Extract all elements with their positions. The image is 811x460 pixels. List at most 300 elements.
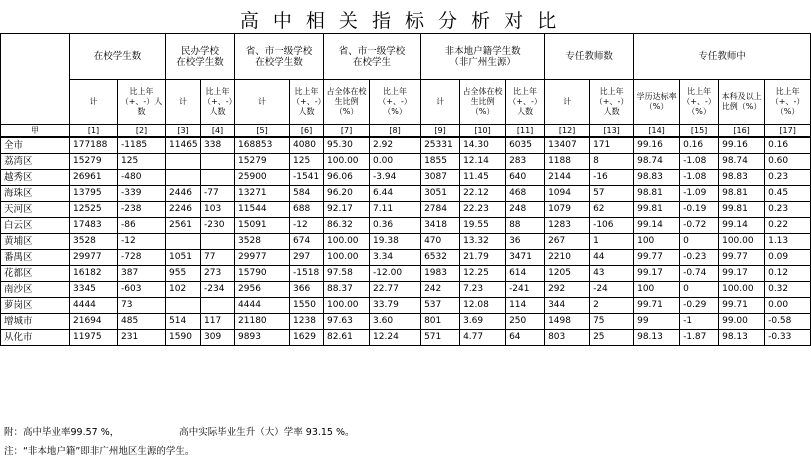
data-cell: 100.00 — [324, 154, 370, 170]
data-cell: -728 — [118, 250, 166, 266]
data-cell: 98.13 — [719, 330, 765, 346]
data-cell: -1185 — [118, 137, 166, 154]
data-cell: 11.45 — [460, 170, 506, 186]
data-cell: 13795 — [70, 186, 118, 202]
data-cell: 99.16 — [634, 137, 680, 154]
data-cell: 231 — [118, 330, 166, 346]
data-cell: 88.37 — [324, 282, 370, 298]
data-cell: 273 — [201, 266, 235, 282]
data-cell: 0.22 — [765, 218, 811, 234]
data-cell: 250 — [506, 314, 545, 330]
page-title: 高 中 相 关 指 标 分 析 对 比 — [239, 10, 561, 32]
data-cell: 0.12 — [765, 266, 811, 282]
data-cell: 102 — [166, 282, 201, 298]
data-cell: -1.87 — [680, 330, 719, 346]
data-cell: 98.13 — [634, 330, 680, 346]
data-cell: 44 — [590, 250, 634, 266]
data-cell: 2144 — [545, 170, 590, 186]
data-cell: 15279 — [235, 154, 290, 170]
data-cell: 7.11 — [370, 202, 421, 218]
graduation-rate-note: 附：高中毕业率99.57 %， — [4, 427, 120, 438]
data-cell: 75 — [590, 314, 634, 330]
data-cell: -241 — [506, 282, 545, 298]
data-cell: 11544 — [235, 202, 290, 218]
data-cell: 2246 — [166, 202, 201, 218]
data-cell: 99.00 — [719, 314, 765, 330]
column-subheader: 计 — [70, 80, 118, 125]
column-subheader: 计 — [545, 80, 590, 125]
data-cell: 3051 — [421, 186, 460, 202]
footnote-rates — [4, 424, 355, 438]
data-cell: 21694 — [70, 314, 118, 330]
region-name: 海珠区 — [1, 186, 70, 202]
data-cell: 29977 — [70, 250, 118, 266]
region-name: 荔湾区 — [1, 154, 70, 170]
data-cell: 1079 — [545, 202, 590, 218]
data-cell: 3.60 — [370, 314, 421, 330]
data-cell: 955 — [166, 266, 201, 282]
region-name: 天河区 — [1, 202, 70, 218]
data-cell: 3345 — [70, 282, 118, 298]
data-cell: 248 — [506, 202, 545, 218]
table-row — [1, 234, 811, 250]
data-cell: -480 — [118, 170, 166, 186]
region-name: 增城市 — [1, 314, 70, 330]
data-cell: -0.19 — [680, 202, 719, 218]
data-cell: 97.63 — [324, 314, 370, 330]
region-name: 黄埔区 — [1, 234, 70, 250]
data-cell: 674 — [290, 234, 324, 250]
data-cell: 17483 — [70, 218, 118, 234]
region-name: 越秀区 — [1, 170, 70, 186]
data-cell: 292 — [545, 282, 590, 298]
data-cell: 688 — [290, 202, 324, 218]
data-cell: -77 — [201, 186, 235, 202]
table-row — [1, 282, 811, 298]
data-cell: 1983 — [421, 266, 460, 282]
data-cell: -0.33 — [765, 330, 811, 346]
admission-rate-note: 高中实际毕业生升（大）学率 93.15 %。 — [179, 427, 355, 438]
data-cell: 1550 — [290, 298, 324, 314]
data-cell: 2446 — [166, 186, 201, 202]
region-name: 花都区 — [1, 266, 70, 282]
data-cell: 283 — [506, 154, 545, 170]
group-header: 省、市一级学校 在校学生 — [324, 34, 421, 80]
data-cell — [201, 234, 235, 250]
data-cell: -339 — [118, 186, 166, 202]
data-cell: 6035 — [506, 137, 545, 154]
data-cell: 366 — [290, 282, 324, 298]
column-number: [4] — [201, 125, 235, 138]
data-cell: 99 — [634, 314, 680, 330]
data-cell: 485 — [118, 314, 166, 330]
data-cell: -0.72 — [680, 218, 719, 234]
data-cell: 4.77 — [460, 330, 506, 346]
data-cell: 98.81 — [634, 186, 680, 202]
data-cell: 99.81 — [719, 202, 765, 218]
data-cell: -106 — [590, 218, 634, 234]
data-cell: 0.23 — [765, 202, 811, 218]
column-subheader: 比上年（+、-）人数 — [118, 80, 166, 125]
data-cell: 0.45 — [765, 186, 811, 202]
data-cell: 242 — [421, 282, 460, 298]
data-cell: 6.44 — [370, 186, 421, 202]
column-subheader: 占全体在校生比例（%） — [460, 80, 506, 125]
footnote-definition: 注：“非本地户籍”即非广州地区生源的学生。 — [4, 446, 195, 457]
column-number: [7] — [324, 125, 370, 138]
region-name: 白云区 — [1, 218, 70, 234]
data-cell: 12525 — [70, 202, 118, 218]
data-cell: 3.34 — [370, 250, 421, 266]
data-cell: 1283 — [545, 218, 590, 234]
data-cell — [166, 154, 201, 170]
data-cell: 77 — [201, 250, 235, 266]
column-subheader: 计 — [235, 80, 290, 125]
data-cell: 1188 — [545, 154, 590, 170]
data-cell: -1541 — [290, 170, 324, 186]
data-cell: 801 — [421, 314, 460, 330]
data-cell: 12.14 — [460, 154, 506, 170]
data-cell: 2.92 — [370, 137, 421, 154]
data-cell: -0.23 — [680, 250, 719, 266]
data-cell: 100.00 — [324, 298, 370, 314]
data-cell: 1498 — [545, 314, 590, 330]
data-cell: 99.16 — [719, 137, 765, 154]
data-cell: 88 — [506, 218, 545, 234]
data-cell: -0.29 — [680, 298, 719, 314]
data-cell: 15790 — [235, 266, 290, 282]
group-header: 在校学生数 — [70, 34, 166, 80]
data-cell: 3528 — [70, 234, 118, 250]
column-index-row — [1, 125, 811, 138]
column-number: [3] — [166, 125, 201, 138]
region-name: 番禺区 — [1, 250, 70, 266]
table-row — [1, 314, 811, 330]
data-cell — [166, 234, 201, 250]
sub-header-row — [1, 80, 811, 125]
data-cell: 4444 — [70, 298, 118, 314]
data-cell: 100 — [634, 234, 680, 250]
data-cell: 22.23 — [460, 202, 506, 218]
data-cell: 387 — [118, 266, 166, 282]
data-cell: 571 — [421, 330, 460, 346]
data-cell: 98.74 — [634, 154, 680, 170]
data-cell: 62 — [590, 202, 634, 218]
data-cell: 100.00 — [719, 234, 765, 250]
data-cell: 97.58 — [324, 266, 370, 282]
data-cell: 640 — [506, 170, 545, 186]
data-cell: 4080 — [290, 137, 324, 154]
data-cell: -12 — [118, 234, 166, 250]
table-row — [1, 330, 811, 346]
data-cell: 3.69 — [460, 314, 506, 330]
data-cell: 103 — [201, 202, 235, 218]
data-cell: 99.14 — [719, 218, 765, 234]
data-cell: 1238 — [290, 314, 324, 330]
data-cell: 100 — [634, 282, 680, 298]
data-cell — [201, 170, 235, 186]
data-cell: 0.23 — [765, 170, 811, 186]
data-cell: 13.32 — [460, 234, 506, 250]
data-cell: 9893 — [235, 330, 290, 346]
data-cell: 15091 — [235, 218, 290, 234]
data-cell: 99.71 — [634, 298, 680, 314]
column-number: [6] — [290, 125, 324, 138]
column-subheader: 比上年（+、-）人数 — [506, 80, 545, 125]
data-cell: 98.74 — [719, 154, 765, 170]
data-cell: 2956 — [235, 282, 290, 298]
data-cell: 4444 — [235, 298, 290, 314]
data-cell: 19.55 — [460, 218, 506, 234]
group-header-row — [1, 34, 811, 80]
data-cell: 0.16 — [680, 137, 719, 154]
table-row — [1, 298, 811, 314]
data-cell: 99.14 — [634, 218, 680, 234]
data-cell: -234 — [201, 282, 235, 298]
data-cell: 100.00 — [719, 282, 765, 298]
data-cell: -1.08 — [680, 170, 719, 186]
table-row — [1, 186, 811, 202]
column-number: [2] — [118, 125, 166, 138]
data-cell: 1590 — [166, 330, 201, 346]
column-number: [5] — [235, 125, 290, 138]
index-label: 甲 — [1, 125, 70, 138]
data-cell: 2 — [590, 298, 634, 314]
data-cell: 11465 — [166, 137, 201, 154]
data-cell: 1094 — [545, 186, 590, 202]
data-cell: 0.00 — [765, 298, 811, 314]
column-subheader: 比上年（+、-）（%） — [680, 80, 719, 125]
data-cell: 537 — [421, 298, 460, 314]
data-cell: 0.16 — [765, 137, 811, 154]
region-name: 萝岗区 — [1, 298, 70, 314]
data-cell: 19.38 — [370, 234, 421, 250]
data-cell: 99.81 — [634, 202, 680, 218]
data-cell: 96.06 — [324, 170, 370, 186]
data-cell: 168853 — [235, 137, 290, 154]
data-cell: 309 — [201, 330, 235, 346]
column-subheader: 计 — [166, 80, 201, 125]
data-cell: 267 — [545, 234, 590, 250]
table-row — [1, 250, 811, 266]
data-cell: 98.83 — [719, 170, 765, 186]
data-cell: 3528 — [235, 234, 290, 250]
data-cell: 117 — [201, 314, 235, 330]
data-cell: 0.36 — [370, 218, 421, 234]
data-cell: 0 — [680, 282, 719, 298]
data-cell: 22.12 — [460, 186, 506, 202]
data-cell: 98.81 — [719, 186, 765, 202]
group-header: 民办学校 在校学生数 — [166, 34, 235, 80]
data-cell: 22.77 — [370, 282, 421, 298]
data-cell: -12.00 — [370, 266, 421, 282]
column-number: [16] — [719, 125, 765, 138]
data-cell — [201, 298, 235, 314]
data-cell: 25331 — [421, 137, 460, 154]
data-cell: -1 — [680, 314, 719, 330]
data-cell — [166, 170, 201, 186]
column-subheader: 计 — [421, 80, 460, 125]
data-cell: 2210 — [545, 250, 590, 266]
data-cell: 64 — [506, 330, 545, 346]
data-cell: 1855 — [421, 154, 460, 170]
data-cell: 100.00 — [324, 250, 370, 266]
data-cell: 99.17 — [719, 266, 765, 282]
data-cell: 6532 — [421, 250, 460, 266]
data-cell: 3087 — [421, 170, 460, 186]
data-cell: -1.09 — [680, 186, 719, 202]
table-body — [1, 137, 811, 346]
data-cell: 0.60 — [765, 154, 811, 170]
data-cell: -1.08 — [680, 154, 719, 170]
data-cell: -603 — [118, 282, 166, 298]
data-cell: 0.09 — [765, 250, 811, 266]
column-subheader: 比上年（+、-）（%） — [370, 80, 421, 125]
data-cell: 114 — [506, 298, 545, 314]
data-cell: 171 — [590, 137, 634, 154]
group-header: 省、市一级学校 在校学生数 — [235, 34, 324, 80]
column-subheader: 比上年（+、-）（%） — [765, 80, 811, 125]
data-cell: 7.23 — [460, 282, 506, 298]
data-cell: 2784 — [421, 202, 460, 218]
data-cell: -238 — [118, 202, 166, 218]
column-number: [17] — [765, 125, 811, 138]
data-cell: 3418 — [421, 218, 460, 234]
column-number: [10] — [460, 125, 506, 138]
data-cell: 470 — [421, 234, 460, 250]
data-cell: 12.08 — [460, 298, 506, 314]
data-cell — [201, 154, 235, 170]
data-cell: 29977 — [235, 250, 290, 266]
table-row — [1, 137, 811, 154]
data-cell: -12 — [290, 218, 324, 234]
data-cell: 1 — [590, 234, 634, 250]
indicator-table — [0, 33, 811, 346]
region-name: 全市 — [1, 137, 70, 154]
data-cell: 614 — [506, 266, 545, 282]
data-cell: 21180 — [235, 314, 290, 330]
data-cell: 26961 — [70, 170, 118, 186]
data-cell: -3.94 — [370, 170, 421, 186]
data-cell: 92.17 — [324, 202, 370, 218]
table-row — [1, 170, 811, 186]
data-cell: 99.17 — [634, 266, 680, 282]
data-cell: 0 — [680, 234, 719, 250]
column-number: [9] — [421, 125, 460, 138]
group-header: 专任教师中 — [634, 34, 811, 80]
column-number: [11] — [506, 125, 545, 138]
column-subheader: 本科及以上比例（%） — [719, 80, 765, 125]
column-number: [15] — [680, 125, 719, 138]
column-subheader: 占全体在校生比例（%） — [324, 80, 370, 125]
data-cell: 13271 — [235, 186, 290, 202]
data-cell — [166, 298, 201, 314]
data-cell: -86 — [118, 218, 166, 234]
data-cell: -230 — [201, 218, 235, 234]
column-subheader: 比上年（+、-）人数 — [201, 80, 235, 125]
data-cell: 1205 — [545, 266, 590, 282]
data-cell: 15279 — [70, 154, 118, 170]
column-number: [12] — [545, 125, 590, 138]
data-cell: 25900 — [235, 170, 290, 186]
region-name: 从化市 — [1, 330, 70, 346]
group-header: 专任教师数 — [545, 34, 634, 80]
data-cell: 3471 — [506, 250, 545, 266]
data-cell: 57 — [590, 186, 634, 202]
data-cell: 177188 — [70, 137, 118, 154]
data-cell: 125 — [290, 154, 324, 170]
data-cell: 100.00 — [324, 234, 370, 250]
column-subheader: 比上年（+、-）人数 — [590, 80, 634, 125]
table-row — [1, 218, 811, 234]
data-cell: 125 — [118, 154, 166, 170]
data-cell: -0.58 — [765, 314, 811, 330]
data-cell: 468 — [506, 186, 545, 202]
data-cell: 1629 — [290, 330, 324, 346]
table-row — [1, 154, 811, 170]
data-cell: 25 — [590, 330, 634, 346]
data-cell: -16 — [590, 170, 634, 186]
data-cell: 16182 — [70, 266, 118, 282]
table-row — [1, 202, 811, 218]
data-cell: 86.32 — [324, 218, 370, 234]
data-cell: 96.20 — [324, 186, 370, 202]
data-cell: 13407 — [545, 137, 590, 154]
data-cell: 36 — [506, 234, 545, 250]
data-cell: 1.13 — [765, 234, 811, 250]
column-number: [8] — [370, 125, 421, 138]
data-cell: 803 — [545, 330, 590, 346]
data-cell: 14.30 — [460, 137, 506, 154]
table-row — [1, 266, 811, 282]
region-name: 南沙区 — [1, 282, 70, 298]
data-cell: 99.77 — [634, 250, 680, 266]
data-cell: 1051 — [166, 250, 201, 266]
data-cell: 98.83 — [634, 170, 680, 186]
column-subheader: 比上年（+、-）人数 — [290, 80, 324, 125]
data-cell: 2561 — [166, 218, 201, 234]
data-cell: 99.77 — [719, 250, 765, 266]
data-cell: 0.32 — [765, 282, 811, 298]
data-cell: 8 — [590, 154, 634, 170]
data-cell: 0.00 — [370, 154, 421, 170]
column-number: [13] — [590, 125, 634, 138]
data-cell: 21.79 — [460, 250, 506, 266]
data-cell: -0.74 — [680, 266, 719, 282]
data-cell: 99.71 — [719, 298, 765, 314]
data-cell: 338 — [201, 137, 235, 154]
data-cell: -1518 — [290, 266, 324, 282]
data-cell: -24 — [590, 282, 634, 298]
data-cell: 82.61 — [324, 330, 370, 346]
data-cell: 73 — [118, 298, 166, 314]
data-cell: 43 — [590, 266, 634, 282]
data-cell: 12.24 — [370, 330, 421, 346]
column-number: [14] — [634, 125, 680, 138]
corner-cell — [1, 34, 70, 125]
data-cell: 297 — [290, 250, 324, 266]
column-number: [1] — [70, 125, 118, 138]
data-cell: 584 — [290, 186, 324, 202]
data-cell: 514 — [166, 314, 201, 330]
data-cell: 33.79 — [370, 298, 421, 314]
column-subheader: 学历达标率（%） — [634, 80, 680, 125]
data-cell: 11975 — [70, 330, 118, 346]
group-header: 非本地户籍学生数 （非广州生源） — [421, 34, 545, 80]
data-cell: 344 — [545, 298, 590, 314]
data-cell: 95.30 — [324, 137, 370, 154]
data-cell: 12.25 — [460, 266, 506, 282]
